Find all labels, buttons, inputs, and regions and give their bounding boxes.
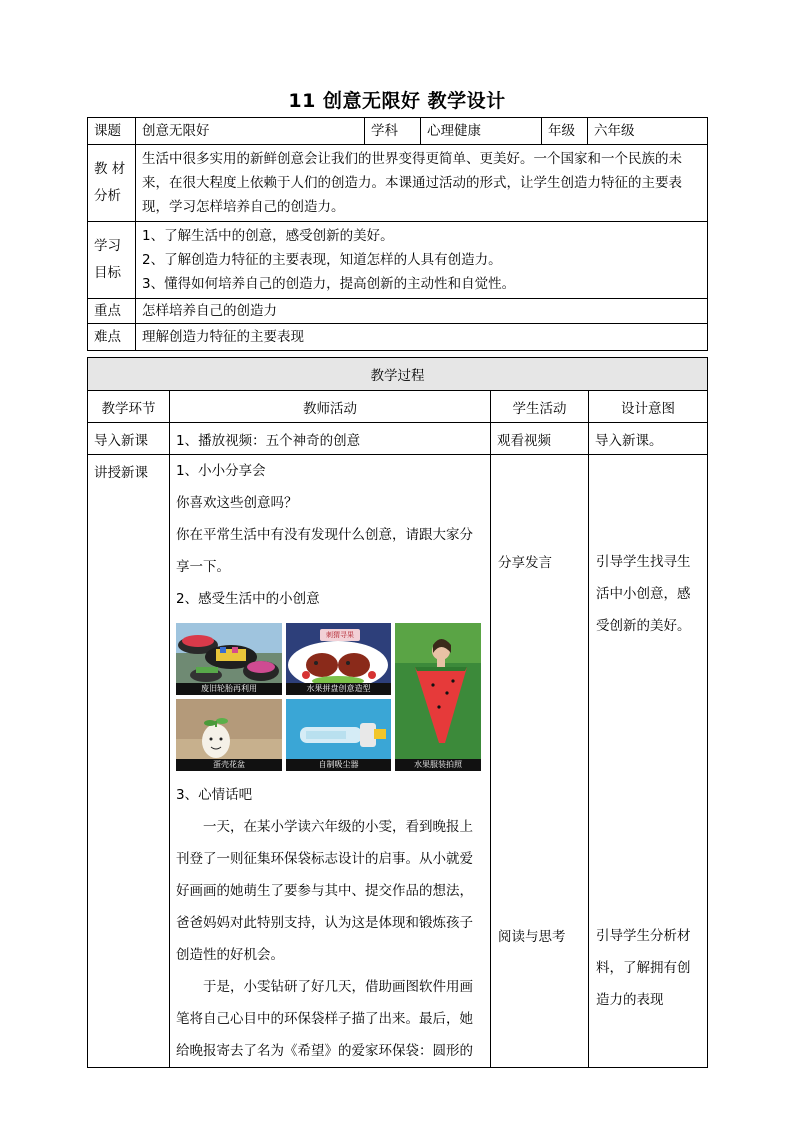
goal-item: 3、懂得如何培养自己的创造力，提高创新的主动性和自觉性。 <box>142 276 516 292</box>
analysis-label-line1: 教 材 <box>94 161 126 177</box>
goals-label <box>88 222 136 299</box>
intent-line: 引导学生分析材 <box>596 928 691 944</box>
subject-label: 学科 <box>365 118 421 145</box>
analysis-label-line2: 分析 <box>94 188 121 204</box>
photo-caption: 自制吸尘器 <box>286 759 391 771</box>
lecture-teacher <box>170 455 491 1068</box>
fruit-sign-text: 刺猬寻果 <box>326 631 354 639</box>
photo-watermelon-dress <box>395 623 481 771</box>
story-line: 好画画的她萌生了要参与其中、提交作品的想法， <box>176 883 473 899</box>
col-student: 学生活动 <box>491 391 589 423</box>
col-intent: 设计意图 <box>589 391 708 423</box>
grade-label: 年级 <box>542 118 588 145</box>
lesson-info-table <box>87 117 708 351</box>
teaching-process-table <box>87 357 708 1068</box>
lecture-stage <box>88 455 170 1068</box>
intro-stage: 导入新课 <box>88 423 170 455</box>
document-title: 11 创意无限好 教学设计 <box>288 90 506 112</box>
watermelon-dress-image <box>395 623 481 771</box>
intro-intent: 导入新课。 <box>589 423 708 455</box>
photo-tires <box>176 623 282 695</box>
goals-list <box>136 222 708 299</box>
key-value: 怎样培养自己的创造力 <box>136 299 708 324</box>
intent-line: 活中小创意，感 <box>596 586 691 602</box>
process-header: 教学过程 <box>88 358 708 391</box>
goal-item: 2、了解创造力特征的主要表现，知道怎样的人具有创造力。 <box>142 252 502 268</box>
grade-value: 六年级 <box>588 118 708 145</box>
story-line: 给晚报寄去了名为《希望》的爱家环保袋：圆形的 <box>176 1043 473 1059</box>
photo-caption: 水果拼盘创意造型 <box>286 683 391 695</box>
student-read-think: 阅读与思考 <box>498 929 566 945</box>
difficulty-value: 理解创造力特征的主要表现 <box>136 324 708 351</box>
photo-diy-vacuum <box>286 699 391 771</box>
col-stage: 教学环节 <box>88 391 170 423</box>
photo-caption: 废旧轮胎再利用 <box>176 683 282 695</box>
analysis-text: 生活中很多实用的新鲜创意会让我们的世界变得更简单、更美好。一个国家和一个民族的未来，在很大程度上依赖于人们的创造力。本课通过活动的形式，让学生创造力特征的主要表现，学习怎样培养自己的创造力。 <box>136 145 708 222</box>
lecture-stage-text: 讲授新课 <box>94 465 148 481</box>
lecture-step-1: 1、小小分享会 <box>176 463 266 479</box>
subject-value: 心理健康 <box>421 118 542 145</box>
student-share: 分享发言 <box>498 555 552 571</box>
story-line: 一天，在某小学读六年级的小雯，看到晚报上 <box>203 819 473 835</box>
intent-block-2 <box>596 920 691 1016</box>
intro-teacher: 1、播放视频：五个神奇的创意 <box>170 423 491 455</box>
lecture-share-a: 你在平常生活中有没有发现什么创意，请跟大家分 <box>176 527 473 543</box>
intent-line: 引导学生找寻生 <box>596 554 691 570</box>
story-line: 刊登了一则征集环保袋标志设计的启事。从小就爱 <box>176 851 473 867</box>
lecture-question: 你喜欢这些创意吗？ <box>176 495 298 511</box>
lecture-share-b: 享一下。 <box>176 559 230 575</box>
goals-label-line1: 学习 <box>94 238 121 254</box>
photo-caption: 蛋壳花盆 <box>176 759 282 771</box>
creative-photos <box>176 623 482 773</box>
story-line: 笔将自己心目中的环保袋样子描了出来。最后，她 <box>176 1011 473 1027</box>
topic-label: 课题 <box>88 118 136 145</box>
photo-fruit-platter <box>286 623 391 695</box>
col-teacher: 教师活动 <box>170 391 491 423</box>
topic-value: 创意无限好 <box>136 118 365 145</box>
goals-label-line2: 目标 <box>94 265 121 281</box>
photo-eggshell-pot <box>176 699 282 771</box>
lecture-intent <box>589 455 708 1068</box>
lecture-step-3: 3、心情话吧 <box>176 787 253 803</box>
intent-block-1 <box>596 546 691 642</box>
intent-line: 受创新的美好。 <box>596 618 691 634</box>
story-line: 爸爸妈妈对此特别支持，认为这是体现和锻炼孩子 <box>176 915 473 931</box>
analysis-label <box>88 145 136 222</box>
intent-line: 料，了解拥有创 <box>596 960 691 976</box>
lecture-step-2: 2、感受生活中的小创意 <box>176 591 320 607</box>
lecture-student <box>491 455 589 1068</box>
intent-line: 造力的表现 <box>596 992 664 1008</box>
photo-caption: 水果服装拍照 <box>395 759 481 771</box>
goal-item: 1、了解生活中的创意，感受创新的美好。 <box>142 228 394 244</box>
intro-student: 观看视频 <box>491 423 589 455</box>
story-line: 于是，小雯钻研了好几天，借助画图软件用画 <box>203 979 473 995</box>
difficulty-label: 难点 <box>88 324 136 351</box>
key-label: 重点 <box>88 299 136 324</box>
story-line: 创造性的好机会。 <box>176 947 284 963</box>
